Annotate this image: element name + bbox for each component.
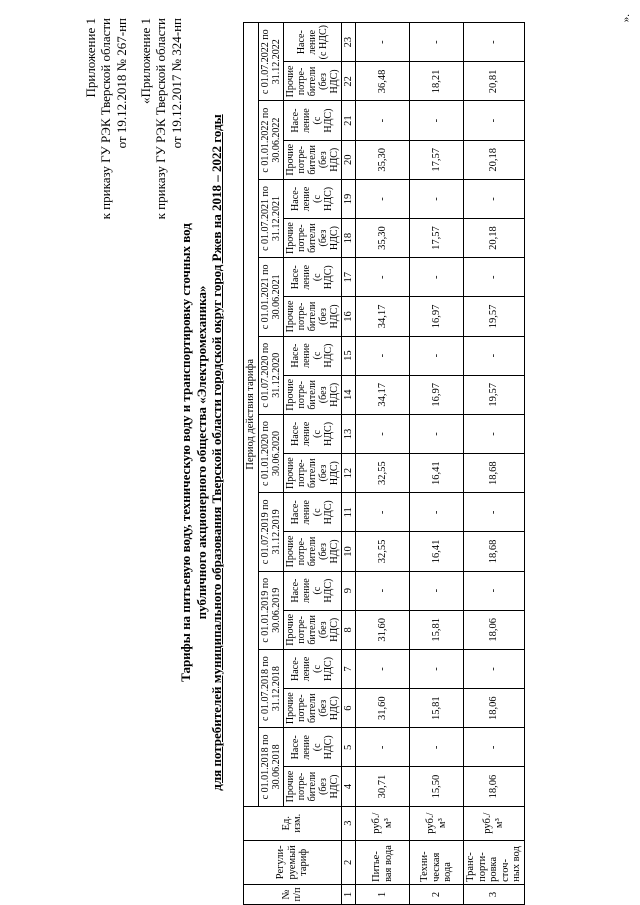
period-header: с 01.01.2019 по 30.06.2019 (258, 571, 283, 649)
subheader-population: Насе-ление (с НДС) (283, 23, 341, 62)
tariff-value-cell: - (356, 258, 410, 297)
tariff-value-cell: - (464, 414, 525, 453)
tariff-value-cell: 18,21 (410, 62, 464, 101)
tariff-value-cell: - (356, 101, 410, 140)
tariff-value-cell: 15,81 (410, 610, 464, 649)
tariff-value-cell: - (356, 649, 410, 688)
column-number: 6 (341, 689, 356, 728)
tariff-value-cell: 16,41 (410, 454, 464, 493)
header-row-periods (258, 23, 283, 905)
subheader-other-consumers: Прочие потре-бители (без НДС) (283, 610, 341, 649)
subheader-other-consumers: Прочие потре-бители (без НДС) (283, 767, 341, 806)
tariff-value-cell: 15,81 (410, 689, 464, 728)
subheader-population: Насе-ление (с НДС) (283, 493, 341, 532)
tariff-value-cell: 20,18 (464, 219, 525, 258)
tariff-value-cell: - (356, 728, 410, 767)
tariff-value-cell: 17,57 (410, 219, 464, 258)
subheader-other-consumers: Прочие потре-бители (без НДС) (283, 297, 341, 336)
subheader-population: Насе-ление (с НДС) (283, 649, 341, 688)
subheader-other-consumers: Прочие потре-бители (без НДС) (283, 532, 341, 571)
tariff-value-cell: - (410, 649, 464, 688)
tariff-value-cell: - (464, 571, 525, 610)
row-number: 2 (410, 884, 464, 904)
tariff-value-cell: - (464, 101, 525, 140)
tariff-value-cell: - (356, 179, 410, 218)
header-num: № п/п (244, 884, 342, 904)
tariff-value-cell: 18,06 (464, 689, 525, 728)
annex-previous-line1: «Приложение 1 (138, 18, 153, 105)
table-row (356, 23, 410, 905)
tariff-value-cell: 18,68 (464, 532, 525, 571)
header-row-numbers (341, 23, 356, 905)
subheader-other-consumers: Прочие потре-бители (без НДС) (283, 62, 341, 101)
subheader-population: Насе-ление (с НДС) (283, 728, 341, 767)
tariff-value-cell: 31,60 (356, 610, 410, 649)
period-header: с 01.07.2018 по 31.12.2018 (258, 649, 283, 727)
period-header: с 01.07.2020 по 31.12.2020 (258, 336, 283, 414)
subheader-population: Насе-ление (с НДС) (283, 336, 341, 375)
tariff-value-cell: 20,18 (464, 140, 525, 179)
tariff-value-cell: 35,30 (356, 140, 410, 179)
period-header: с 01.07.2022 по 31.12.2022 (258, 23, 283, 102)
header-period: Период действия тарифа (244, 23, 259, 807)
tariff-value-cell: - (464, 258, 525, 297)
column-number: 9 (341, 571, 356, 610)
tariff-value-cell: - (464, 728, 525, 767)
tariff-value-cell: - (464, 179, 525, 218)
column-number: 13 (341, 414, 356, 453)
period-header: с 01.01.2022 по 30.06.2022 (258, 101, 283, 179)
column-number: 10 (341, 532, 356, 571)
column-number: 15 (341, 336, 356, 375)
annex-previous-line3: от 19.12.2017 № 324-нп (168, 18, 184, 149)
annex-current-header (83, 18, 129, 219)
tariff-value-cell: 36,48 (356, 62, 410, 101)
period-header: с 01.01.2021 по 30.06.2021 (258, 258, 283, 336)
subheader-other-consumers: Прочие потре-бители (без НДС) (283, 219, 341, 258)
tariff-value-cell: - (410, 23, 464, 62)
tariff-value-cell: - (356, 23, 410, 62)
annex-current-line3: от 19.12.2018 № 267-нп (113, 18, 129, 149)
row-unit: руб./м³ (464, 806, 525, 840)
row-tariff-name: Транс-порти-ровка сточ-ных вод (464, 840, 525, 884)
title-line3: для потребителей муниципального образования Тверской области городской округ город Ржев на 2018 – 2022 годы (209, 114, 225, 791)
annex-previous-line2: к приказу ГУ РЭК Тверской области (153, 18, 169, 220)
tariff-value-cell: 19,57 (464, 375, 525, 414)
tariff-value-cell: 34,17 (356, 375, 410, 414)
column-number: 11 (341, 493, 356, 532)
tariff-value-cell: - (410, 493, 464, 532)
tariff-value-cell: 18,06 (464, 767, 525, 806)
tariff-value-cell: 16,97 (410, 375, 464, 414)
subheader-population: Насе-ление (с НДС) (283, 258, 341, 297)
tariff-value-cell: - (356, 414, 410, 453)
tariff-value-cell: - (464, 649, 525, 688)
tariff-value-cell: - (464, 336, 525, 375)
table-row (410, 23, 464, 905)
period-header: с 01.07.2021 по 31.12.2021 (258, 179, 283, 257)
column-number: 5 (341, 728, 356, 767)
column-number: 20 (341, 140, 356, 179)
table-row (464, 23, 525, 905)
tariff-value-cell: 32,55 (356, 532, 410, 571)
tariff-value-cell: - (410, 101, 464, 140)
column-number: 7 (341, 649, 356, 688)
row-tariff-name: Техни-ческая вода (410, 840, 464, 884)
subheader-population: Насе-ление (с НДС) (283, 101, 341, 140)
header-row-1 (244, 23, 259, 905)
tariff-value-cell: - (410, 336, 464, 375)
tariff-value-cell: 31,60 (356, 689, 410, 728)
row-number: 3 (464, 884, 525, 904)
tariff-value-cell: - (356, 571, 410, 610)
column-number: 3 (341, 806, 356, 840)
row-number: 1 (356, 884, 410, 904)
tariff-value-cell: - (464, 493, 525, 532)
column-number: 21 (341, 101, 356, 140)
header-row-subcolumns (283, 23, 341, 905)
subheader-population: Насе-ление (с НДС) (283, 414, 341, 453)
column-number: 17 (341, 258, 356, 297)
tariff-value-cell: - (410, 571, 464, 610)
tariff-value-cell: 30,71 (356, 767, 410, 806)
tariff-value-cell: 18,06 (464, 610, 525, 649)
row-tariff-name: Питье-вая вода (356, 840, 410, 884)
column-number: 18 (341, 219, 356, 258)
subheader-other-consumers: Прочие потре-бители (без НДС) (283, 689, 341, 728)
column-number: 4 (341, 767, 356, 806)
tariff-value-cell: - (356, 493, 410, 532)
tariff-value-cell: 16,97 (410, 297, 464, 336)
tariff-value-cell: 19,57 (464, 297, 525, 336)
subheader-other-consumers: Прочие потре-бители (без НДС) (283, 375, 341, 414)
period-header: с 01.07.2019 по 31.12.2019 (258, 493, 283, 571)
period-header: с 01.01.2018 по 30.06.2018 (258, 728, 283, 806)
tariff-value-cell: 34,17 (356, 297, 410, 336)
column-number: 1 (341, 884, 356, 904)
title-line2: публичного акционерного общества «Электромеханика» (193, 285, 209, 620)
subheader-other-consumers: Прочие потре-бители (без НДС) (283, 140, 341, 179)
tariff-value-cell: - (410, 728, 464, 767)
tariff-value-cell: 20,81 (464, 62, 525, 101)
row-unit: руб./м³ (410, 806, 464, 840)
tariff-table (243, 22, 525, 905)
annex-current-line2: к приказу ГУ РЭК Тверской области (98, 18, 114, 220)
period-header: с 01.01.2020 по 30.06.2020 (258, 414, 283, 492)
tariff-value-cell: - (410, 258, 464, 297)
column-number: 19 (341, 179, 356, 218)
tariff-value-cell: - (356, 336, 410, 375)
column-number: 14 (341, 375, 356, 414)
tariff-value-cell: - (464, 23, 525, 62)
subheader-population: Насе-ление (с НДС) (283, 571, 341, 610)
tariff-value-cell: 35,30 (356, 219, 410, 258)
header-unit: Ед. изм. (244, 806, 342, 840)
document-title (178, 0, 225, 905)
column-number: 23 (341, 23, 356, 62)
end-mark: ». (620, 14, 632, 23)
tariff-value-cell: 15,50 (410, 767, 464, 806)
subheader-other-consumers: Прочие потре-бители (без НДС) (283, 454, 341, 493)
tariff-value-cell: 32,55 (356, 454, 410, 493)
header-tariff: Регули-руемый тариф (244, 840, 342, 884)
subheader-population: Насе-ление (с НДС) (283, 179, 341, 218)
title-line1: Тарифы на питьевую воду, техническую воду и транспортировку сточных вод (178, 223, 193, 682)
column-number: 12 (341, 454, 356, 493)
row-unit: руб./м³ (356, 806, 410, 840)
column-number: 8 (341, 610, 356, 649)
tariff-value-cell: - (410, 179, 464, 218)
column-number: 22 (341, 62, 356, 101)
tariff-value-cell: 17,57 (410, 140, 464, 179)
annex-current-line1: Приложение 1 (83, 18, 98, 98)
tariff-value-cell: 16,41 (410, 532, 464, 571)
column-number: 16 (341, 297, 356, 336)
tariff-value-cell: 18,68 (464, 454, 525, 493)
column-number: 2 (341, 840, 356, 884)
tariff-value-cell: - (410, 414, 464, 453)
